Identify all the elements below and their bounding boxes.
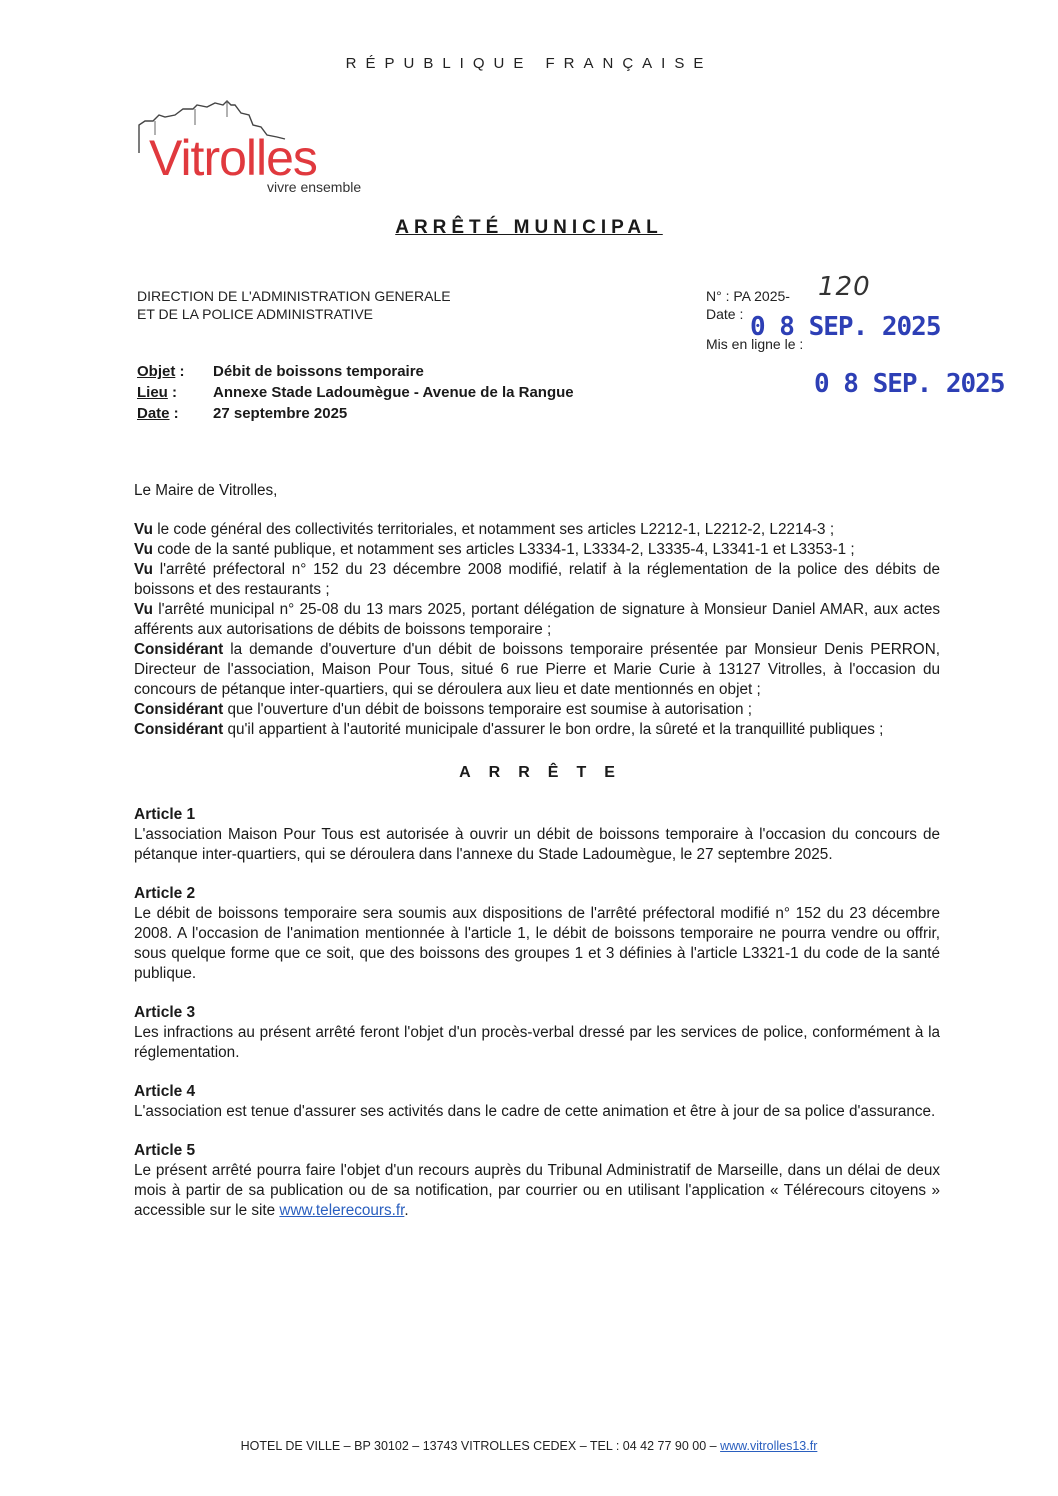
date-stamp: 0 8 SEP. 2025 (750, 312, 941, 342)
article-text: Le présent arrêté pourra faire l'objet d'un recours auprès du Tribunal Administratif de Marseille, dans un délai de deux mois à partir de sa publication ou de sa notification, par courrier ou en utilisant l'application « Télérecours citoyens » accessible sur le site www.telerecours.fr. (134, 1162, 940, 1219)
date-label: Date (137, 405, 170, 422)
article-5 (134, 1141, 940, 1221)
article-4 (134, 1082, 940, 1122)
vitrolles-logo (135, 95, 395, 205)
consideration-item: Vu code de la santé publique, et notamment ses articles L3334-1, L3334-2, L3335-4, L3341-1 et L3353-1 ; (134, 541, 855, 558)
article-3 (134, 1003, 940, 1063)
objet-value: Débit de boissons temporaire (213, 363, 424, 380)
document-title: ARRÊTÉ MUNICIPAL (395, 217, 663, 238)
article-text: L'association est tenue d'assurer ses activités dans le cadre de cette animation et être à jour de sa police d'assurance. (134, 1103, 936, 1120)
arrete-heading: ARRÊTE (459, 764, 633, 781)
lieu-value: Annexe Stade Ladoumègue - Avenue de la Rangue (213, 384, 574, 401)
footer (0, 1439, 1058, 1453)
handwritten-number: 120 (818, 272, 871, 302)
consideration-item: Vu l'arrêté municipal n° 25-08 du 13 mars 2025, portant délégation de signature à Monsieur Daniel AMAR, aux actes afférents aux autorisations de débits de boissons temporaire ; (134, 601, 940, 638)
subject-block (137, 361, 574, 424)
article-text: Le débit de boissons temporaire sera soumis aux dispositions de l'arrêté préfectoral modifié n° 152 du 23 décembre 2008. A l'occasion de l'animation mentionnée à l'article 1, le débit de boissons temporaire ne pourra vendre ou offrir, sous quelque forme que ce soit, que des boissons des groupes 1 et 3 définies à l'article L3321-1 du code de la santé publique. (134, 905, 940, 982)
consideration-item: Vu l'arrêté préfectoral n° 152 du 23 décembre 2008 modifié, relatif à la réglementation de la police des débits de boissons et des restaurants ; (134, 561, 940, 598)
reference-number-label: N° : PA 2025- (706, 288, 790, 304)
online-date-stamp: 0 8 SEP. 2025 (814, 369, 1005, 399)
direction-block (137, 287, 451, 323)
objet-label: Objet (137, 363, 176, 380)
article-title: Article 3 (134, 1004, 196, 1021)
consideration-item: Considérant qu'il appartient à l'autorité municipale d'assurer le bon ordre, la sûreté et la tranquillité publiques ; (134, 721, 884, 738)
lieu-label: Lieu (137, 384, 168, 401)
article-1 (134, 805, 940, 865)
document-body (134, 481, 940, 1240)
consideration-item: Vu le code général des collectivités territoriales, et notamment ses articles L2212-1, L2212-2, L2214-3 ; (134, 521, 835, 538)
direction-line-1: DIRECTION DE L'ADMINISTRATION GENERALE (137, 288, 451, 304)
republique-francaise-header: RÉPUBLIQUE FRANÇAISE (345, 55, 713, 72)
article-title: Article 4 (134, 1083, 196, 1100)
article-title: Article 1 (134, 806, 196, 823)
logo-wordmark: Vitrolles (149, 130, 317, 186)
article-text: Les infractions au présent arrêté feront l'objet d'un procès-verbal dressé par les services de police, conformément à la réglementation. (134, 1024, 940, 1061)
article-title: Article 2 (134, 885, 196, 902)
subject-row-date: Date : 27 septembre 2025 (137, 405, 348, 422)
telerecours-link[interactable]: www.telerecours.fr (279, 1202, 405, 1219)
reference-date-label: Date : (706, 306, 744, 322)
date-value: 27 septembre 2025 (213, 405, 348, 422)
subject-row-lieu: Lieu : Annexe Stade Ladoumègue - Avenue de la Rangue (137, 384, 574, 401)
logo-tagline: vivre ensemble (267, 179, 362, 195)
greeting: Le Maire de Vitrolles, (134, 482, 278, 499)
direction-line-2: ET DE LA POLICE ADMINISTRATIVE (137, 306, 373, 322)
consideration-item: Considérant que l'ouverture d'un débit de boissons temporaire est soumise à autorisation ; (134, 701, 753, 718)
article-title: Article 5 (134, 1142, 196, 1159)
consideration-item: Considérant la demande d'ouverture d'un débit de boissons temporaire présentée par Monsieur Denis PERRON, Directeur de l'association, Maison Pour Tous, situé 6 rue Pierre et Marie Curie à 13127 Vitrolles, à l'occasion du concours de pétanque inter-quartiers, qui se déroulera aux lieu et date mentionnés en objet ; (134, 641, 940, 698)
article-text: L'association Maison Pour Tous est autorisée à ouvrir un débit de boissons temporaire à l'occasion du concours de pétanque inter-quartiers, qui se déroulera dans l'annexe du Stade Ladoumègue, le 27 septembre 2025. (134, 826, 940, 863)
article-2 (134, 884, 940, 984)
vitrolles-website-link[interactable]: www.vitrolles13.fr (720, 1439, 818, 1453)
reference-online-label: Mis en ligne le : (706, 336, 804, 352)
subject-row-objet: Objet : Débit de boissons temporaire (137, 363, 424, 380)
considerations-list (134, 520, 940, 740)
footer-text: HOTEL DE VILLE – BP 30102 – 13743 VITROLLES CEDEX – TEL : 04 42 77 90 00 – (240, 1439, 721, 1453)
